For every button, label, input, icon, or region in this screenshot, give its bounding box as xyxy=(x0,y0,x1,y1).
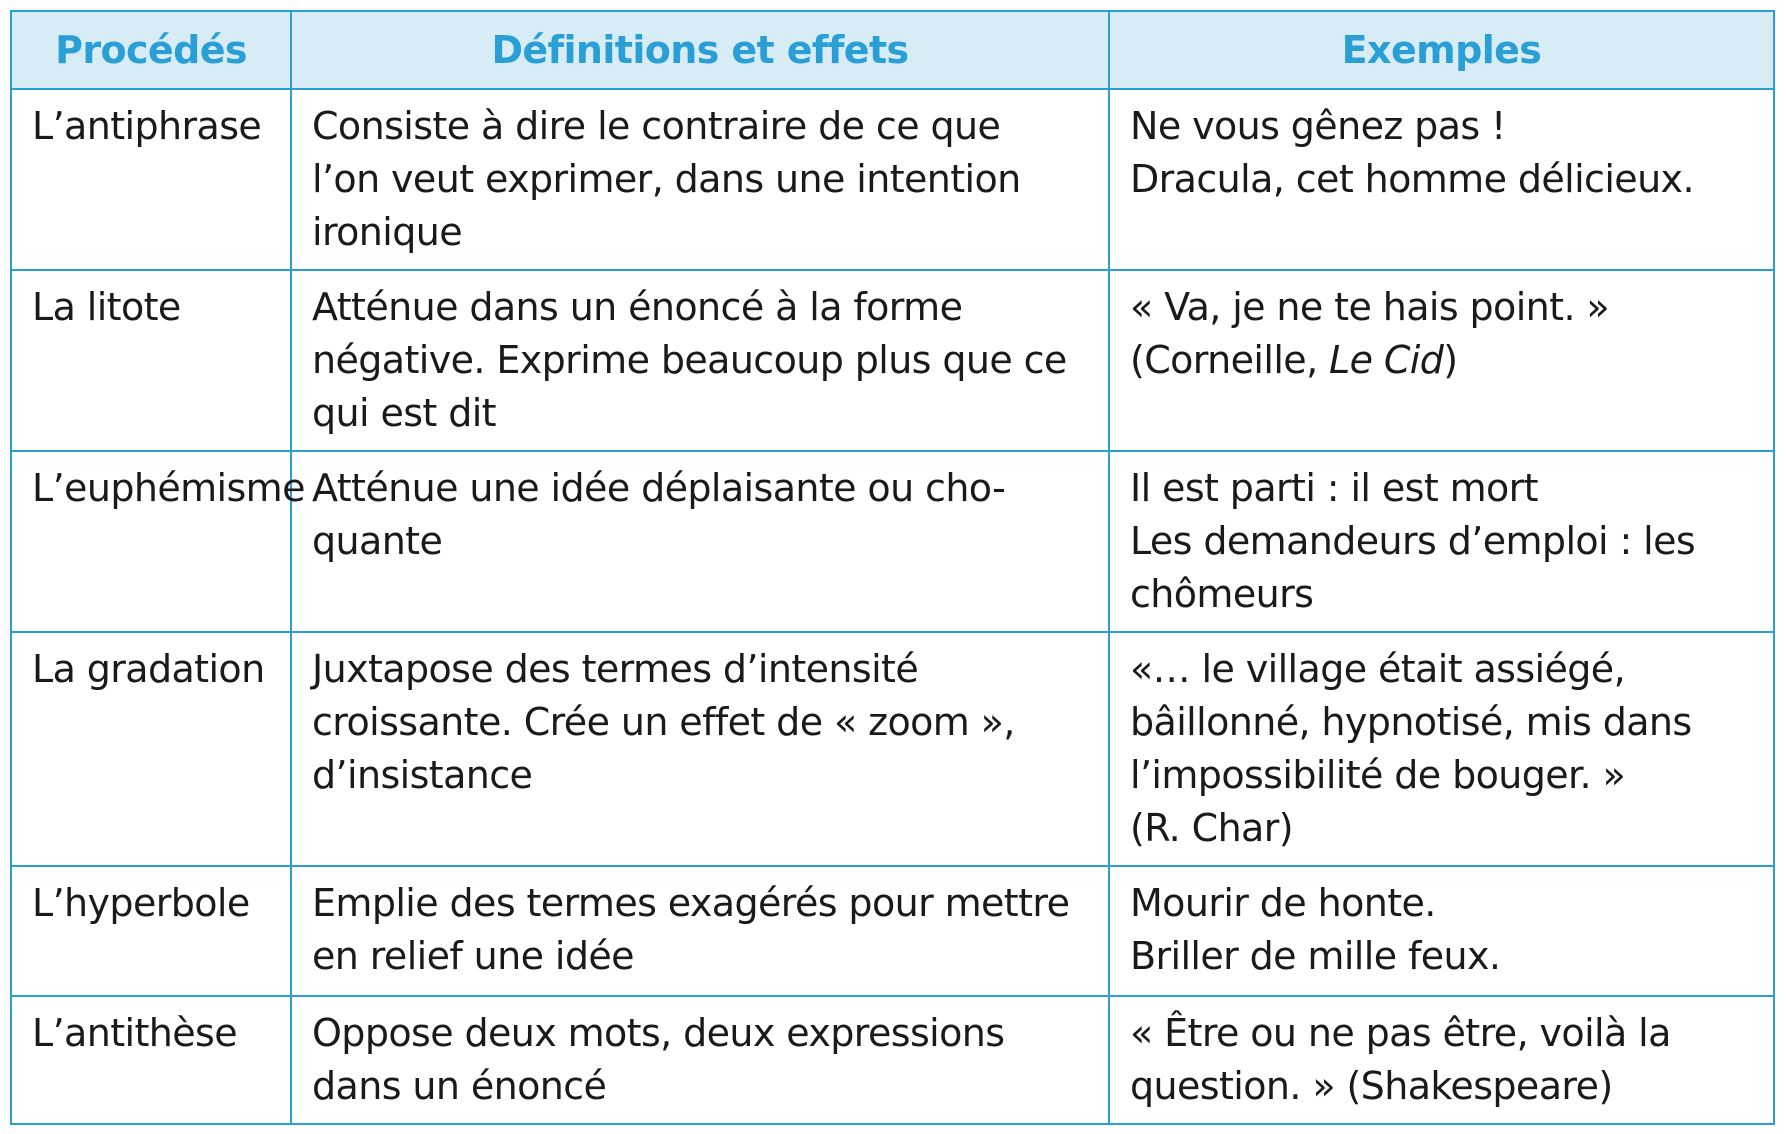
exemple-line: «… le village était assiégé, xyxy=(1130,647,1626,691)
definition-line: qui est dit xyxy=(312,391,496,435)
definition-cell xyxy=(291,270,1109,451)
definition-line: Consiste à dire le contraire de ce que xyxy=(312,104,1001,148)
definition-cell xyxy=(291,89,1109,270)
definition-line: ironique xyxy=(312,210,463,254)
definition-line: l’on veut exprimer, dans une intention xyxy=(312,157,1021,201)
column-header-definitions: Définitions et effets xyxy=(291,11,1109,89)
exemple-line: (R. Char) xyxy=(1130,806,1293,850)
exemple-line: bâillonné, hypnotisé, mis dans xyxy=(1130,700,1692,744)
exemple-line: Briller de mille feux. xyxy=(1130,934,1501,978)
exemple-line: l’impossibilité de bouger. » xyxy=(1130,753,1626,797)
exemple-line: question. » (Shakespeare) xyxy=(1130,1064,1613,1108)
procede-cell xyxy=(11,270,291,451)
exemple-source-line xyxy=(1130,334,1753,387)
exemple-cell xyxy=(1109,89,1774,270)
exemple-cell xyxy=(1109,451,1774,632)
procede-label: L’euphémisme xyxy=(32,466,305,510)
table-row xyxy=(11,451,1774,632)
exemple-line: Dracula, cet homme délicieux. xyxy=(1130,157,1694,201)
definition-line: croissante. Crée un effet de « zoom », xyxy=(312,700,1015,744)
definition-line: Juxtapose des termes d’intensité xyxy=(312,647,919,691)
definition-line: dans un énoncé xyxy=(312,1064,607,1108)
exemple-line: Les demandeurs d’emploi : les xyxy=(1130,519,1696,563)
column-header-procedes: Procédés xyxy=(11,11,291,89)
definition-cell xyxy=(291,632,1109,866)
exemple-line: « Être ou ne pas être, voilà la xyxy=(1130,1011,1671,1055)
exemple-source-suffix: ) xyxy=(1443,338,1458,382)
procede-cell xyxy=(11,632,291,866)
procede-cell xyxy=(11,451,305,632)
definition-line: en relief une idée xyxy=(312,934,634,978)
definition-line: négative. Exprime beaucoup plus que ce xyxy=(312,338,1067,382)
table-row xyxy=(11,866,1774,996)
table-row xyxy=(11,996,1774,1124)
definition-cell xyxy=(291,451,1109,632)
exemple-line: « Va, je ne te hais point. » xyxy=(1130,285,1610,329)
table-row xyxy=(11,89,1774,270)
exemple-cell xyxy=(1109,270,1774,451)
table-header-row xyxy=(11,11,1774,89)
procede-label: La litote xyxy=(32,285,181,329)
exemple-line: Mourir de honte. xyxy=(1130,881,1436,925)
figures-of-speech-table xyxy=(10,10,1775,1125)
definition-line: Emplie des termes exagérés pour mettre xyxy=(312,881,1070,925)
definition-line: quante xyxy=(312,519,443,563)
exemple-source-title: Le Cid xyxy=(1329,338,1444,382)
exemple-cell xyxy=(1109,632,1774,866)
column-header-exemples: Exemples xyxy=(1109,11,1774,89)
procede-cell xyxy=(11,996,291,1124)
exemple-line: Il est parti : il est mort xyxy=(1130,466,1538,510)
exemple-cell xyxy=(1109,866,1774,996)
definition-line: Atténue une idée déplaisante ou cho- xyxy=(312,466,1006,510)
procede-cell xyxy=(11,866,291,996)
definition-line: d’insistance xyxy=(312,753,533,797)
exemple-source-prefix: (Corneille, xyxy=(1130,338,1330,382)
procede-label: L’antiphrase xyxy=(32,104,262,148)
procede-label: La gradation xyxy=(32,647,265,691)
table-row xyxy=(11,632,1774,866)
procede-cell xyxy=(11,89,291,270)
exemple-line: chômeurs xyxy=(1130,572,1314,616)
table-row xyxy=(11,270,1774,451)
definition-cell xyxy=(291,866,1109,996)
procede-label: L’hyperbole xyxy=(32,881,250,925)
procede-label: L’antithèse xyxy=(32,1011,238,1055)
definition-cell xyxy=(291,996,1109,1124)
definition-line: Atténue dans un énoncé à la forme xyxy=(312,285,963,329)
definition-line: Oppose deux mots, deux expressions xyxy=(312,1011,1005,1055)
exemple-line: Ne vous gênez pas ! xyxy=(1130,104,1506,148)
exemple-cell xyxy=(1109,996,1774,1124)
